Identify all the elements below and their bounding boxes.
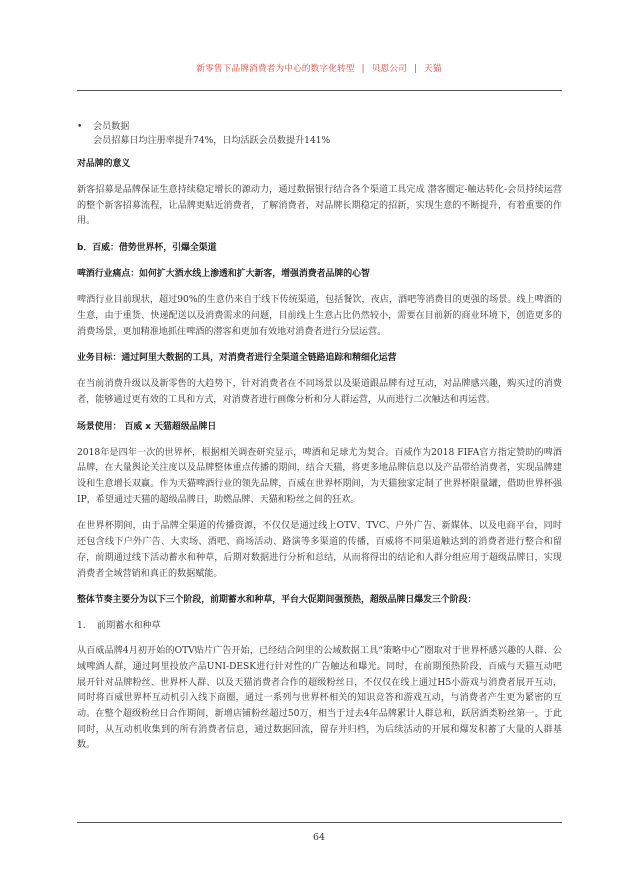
paragraph: 2018年是四年一次的世界杯，根据相关调查研究显示，啤酒和足球尤为契合。百威作为2018 FIFA官方指定赞助的啤酒品牌，在大量舆论关注度以及品牌整体重点传播的期间，结合天猫，将更多地品牌信息以及产品带给消费者，实现品牌建设和生意增长双赢。作为天猫啤酒行业的领先品牌，百威在世界杯期间，为天猫独家定制了世界杯限量罐，借助世界杯强IP，希望通过天猫的超级品牌日，助燃品牌、天猫和粉丝之间的狂欢。 <box>77 447 562 505</box>
item-number: 1. <box>77 621 86 632</box>
numbered-item <box>77 619 562 633</box>
paragraph: 新客招募是品牌保证生意持续稳定增长的源动力，通过数据银行结合各个渠道工具完成 潜客圈定-触达转化-会员持续运营 的整个新客招募流程，让品牌更贴近消费者，了解消费者，对品牌长期稳定的招新，实现生意的不断提升，有着重要的作用。 <box>77 185 562 227</box>
page-body <box>77 120 562 765</box>
bullet-text: 会员招募日均注册率提升74%，日均活跃会员数提升141% <box>93 136 331 146</box>
subheading: 业务目标：通过阿里大数据的工具，对消费者进行全渠道全链路追踪和精细化运营 <box>77 353 397 364</box>
bullet-item <box>77 120 562 148</box>
paragraph: 啤酒行业目前现状，超过90%的生意仍来自于线下传统渠道，包括餐饮，夜店，酒吧等消费目的更强的场景。线上啤酒的生意，由于重货、快递配送以及消费需求的问题，目前线上生意占比仍然较小，需要在目前新的商业环境下，创造更多的消费场景，更加精准地抓住啤酒的潜客和更加有效地对消费者进行分层运营。 <box>77 295 562 337</box>
paragraph: 从百威品牌4月初开始的OTV贴片广告开始，已经结合阿里的公域数据工具“策略中心”圈取对于世界杯感兴趣的人群、公域啤酒人群，通过阿里投放产品UNI-DESK进行针对性的广告触达和曝光。同时，在前期预热阶段，百威与天猫互动吧展开针对品牌粉丝、世界杯人群、以及天猫消费者合作的超级粉丝日，不仅仅在线上通过H5小游戏与消费者展开互动，同时将百威世界杯互动机引入线下商圈，通过一系列与世界杯相关的知识竞答和游戏互动，与消费者产生更为紧密的互动。在整个超级粉丝日合作期间，新增店铺粉丝超过50万，相当于过去4年品牌累计人群总和，跃居酒类粉丝第一。于此同时，从互动机收集到的所有消费者信息，通过数据回流，留存并归档，为后续活动的开展和爆发积蓄了大量的人群基数。 <box>77 646 562 751</box>
paragraph: 在当前消费升级以及新零售的大趋势下，针对消费者在不同场景以及渠道跟品牌有过互动，对品牌感兴趣，购买过的消费者，能够通过更有效的工具和方式，对消费者进行画像分析和分人群运营，从而进行二次触达和再运营。 <box>77 379 562 405</box>
section-heading: 对品牌的意义 <box>77 159 131 169</box>
running-header <box>0 62 638 74</box>
case-heading: b．百威：借势世界杯，引爆全渠道 <box>77 243 217 254</box>
header-partner: 天猫 <box>424 64 442 74</box>
subheading: 场景使用： 百威 x 天猫超级品牌日 <box>77 421 217 432</box>
header-rule <box>77 90 562 91</box>
header-separator: | <box>413 64 418 74</box>
header-company: 贝恩公司 <box>371 64 407 74</box>
subheading: 啤酒行业痛点：如何扩大酒水线上渗透和扩大新客，增强消费者品牌的心智 <box>77 269 370 280</box>
item-label: 前期蓄水和种草 <box>97 621 161 632</box>
footer-rule <box>77 822 562 823</box>
header-separator: | <box>361 64 365 74</box>
bullet-marker: • <box>77 122 83 132</box>
page-number: 64 <box>312 832 326 843</box>
bullet-title: 会员数据 <box>93 122 130 132</box>
subheading: 整体节奏主要分为以下三个阶段，前期蓄水和种草，平台大促期间强预热，超级品牌日爆发三个阶段： <box>77 595 477 606</box>
header-title: 新零售下品牌消费者为中心的数字化转型 <box>196 64 355 74</box>
paragraph: 在世界杯期间，由于品牌全渠道的传播资源，不仅仅是通过线上OTV、TVC、户外广告、新媒体、以及电商平台，同时还包含线下户外广告、大卖场、酒吧、商场活动、路演等多渠道的传播，百威将不同渠道触达到的消费者进行整合和留存，前期通过线下活动蓄水和种草，后期对数据进行分析和总结，从而将得出的结论和人群分组应用于超级品牌日，实现消费者全域营销和真正的数据赋能。 <box>77 521 562 579</box>
